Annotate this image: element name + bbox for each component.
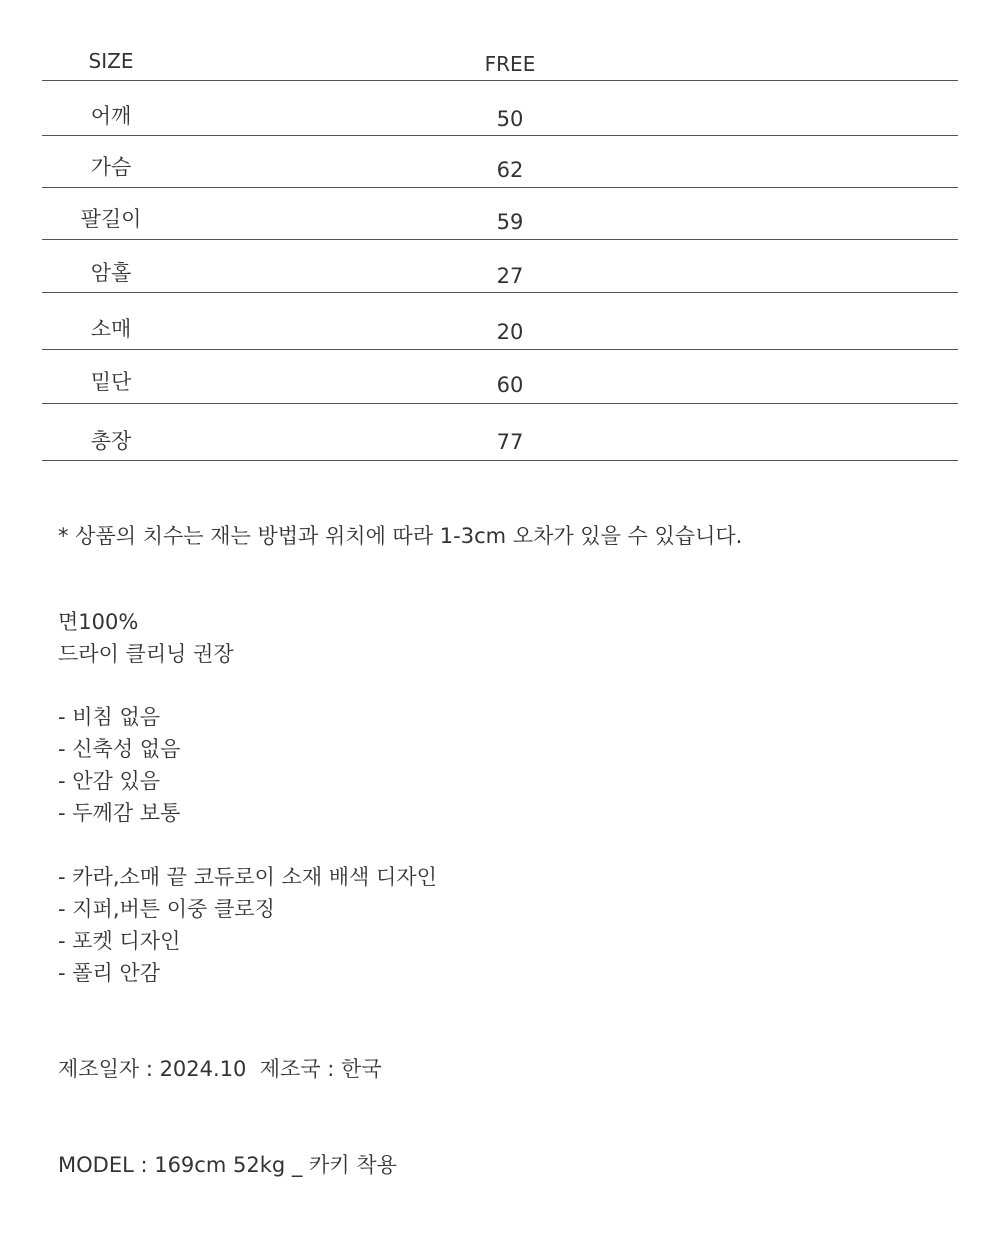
model-info: MODEL : 169cm 52kg _ 카키 착용 <box>58 1153 397 1177</box>
feature-item: - 지퍼,버튼 이중 클로징 <box>58 897 275 921</box>
size-row-label: 암홀 <box>90 261 132 285</box>
size-row-chest <box>42 136 958 188</box>
size-row-value: 20 <box>496 320 524 344</box>
size-row-label: 어깨 <box>90 104 132 128</box>
size-header-label: SIZE <box>88 49 134 73</box>
size-row-value: 60 <box>496 373 524 397</box>
measurement-note: * 상품의 치수는 재는 방법과 위치에 따라 1-3cm 오차가 있을 수 있습니다. <box>58 524 743 548</box>
property-item: - 신축성 없음 <box>58 737 181 761</box>
size-row-sleeve-length <box>42 188 958 240</box>
property-item: - 비침 없음 <box>58 705 161 729</box>
size-row-value: 59 <box>496 210 524 234</box>
property-item: - 안감 있음 <box>58 769 161 793</box>
size-row-total-length <box>42 404 958 461</box>
size-row-label: 가슴 <box>90 155 132 179</box>
size-row-label: 팔길이 <box>80 207 142 231</box>
size-row-value: 62 <box>496 158 524 182</box>
property-item: - 두께감 보통 <box>58 801 181 825</box>
feature-item: - 카라,소매 끝 코듀로이 소재 배색 디자인 <box>58 865 437 889</box>
size-row-hem <box>42 350 958 404</box>
size-table <box>42 40 958 461</box>
size-row-label: 밑단 <box>90 370 132 394</box>
manufacture-info: 제조일자 : 2024.10 제조국 : 한국 <box>58 1057 382 1081</box>
size-row-value: 50 <box>496 107 524 131</box>
size-row-label: 총장 <box>90 429 132 453</box>
size-row-armhole <box>42 240 958 293</box>
feature-item: - 폴리 안감 <box>58 961 161 985</box>
size-row-label: 소매 <box>90 317 132 341</box>
size-header-value: FREE <box>484 52 536 76</box>
feature-item: - 포켓 디자인 <box>58 929 181 953</box>
size-table-header <box>42 40 958 81</box>
fabric-material: 면100% <box>58 610 139 634</box>
size-row-value: 27 <box>496 264 524 288</box>
care-instruction: 드라이 클리닝 권장 <box>58 642 234 666</box>
size-row-value: 77 <box>496 430 524 454</box>
size-row-cuff <box>42 293 958 350</box>
size-row-shoulder <box>42 81 958 136</box>
